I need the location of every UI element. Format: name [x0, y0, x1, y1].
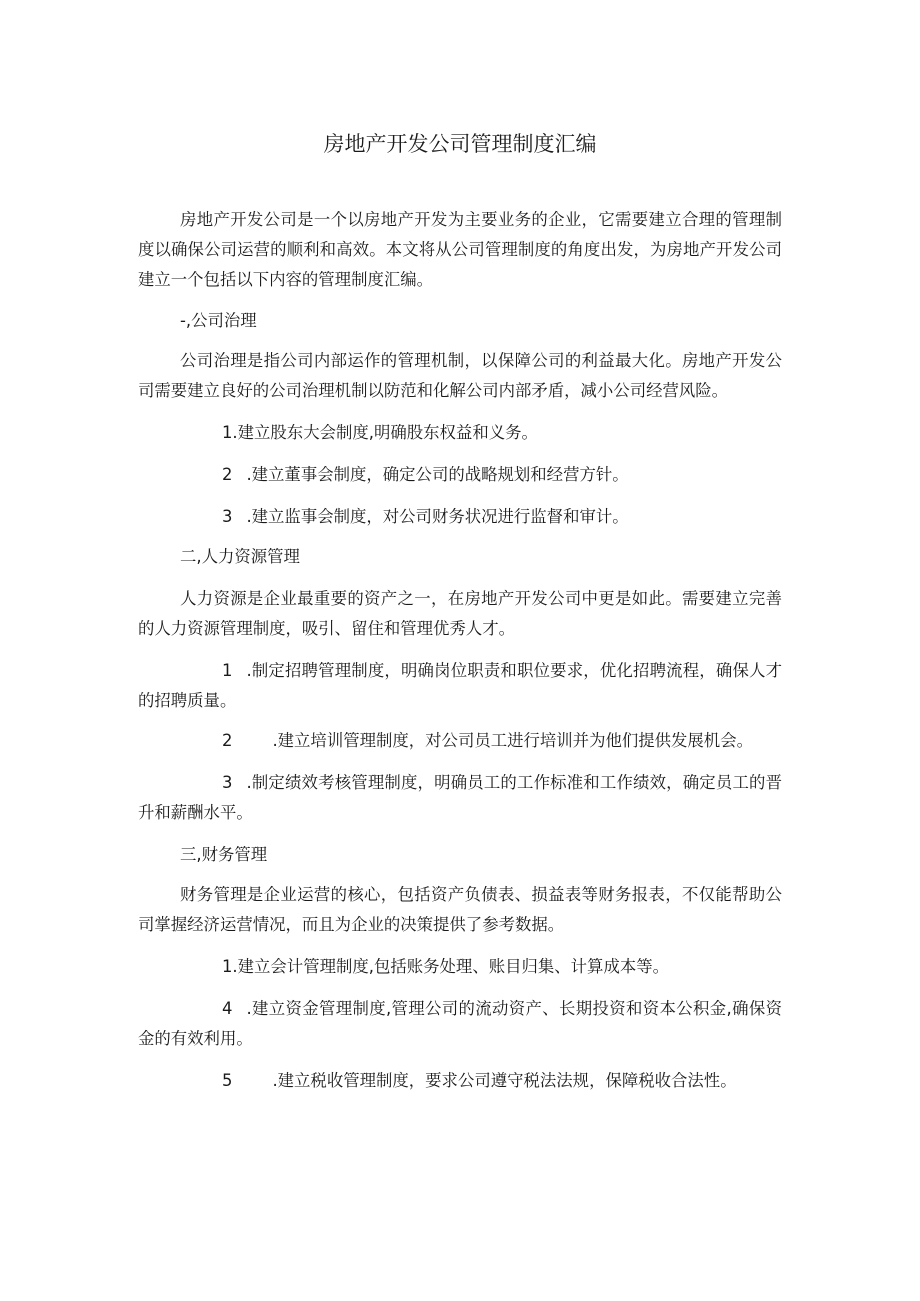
list-item-text: .建立培训管理制度，对公司员工进行培训并为他们提供发展机会。	[272, 731, 753, 750]
list-item-number: 5	[222, 1071, 233, 1090]
list-item	[138, 1066, 782, 1096]
list-item	[138, 418, 782, 448]
list-item-number: 1	[222, 661, 233, 680]
list-item	[138, 726, 782, 756]
list-item	[138, 994, 782, 1054]
section-body-hr: 人力资源是企业最重要的资产之一，在房地产开发公司中更是如此。需要建立完善的人力资源管理制度，吸引、留住和管理优秀人才。	[138, 589, 782, 638]
section-heading-governance: -,公司治理	[180, 311, 257, 330]
list-item-number: 2	[222, 465, 233, 484]
list-item-number: 1.	[222, 423, 238, 442]
list-item-text: .建立税收管理制度，要求公司遵守税法法规，保障税收合法性。	[272, 1071, 737, 1090]
list-item	[138, 460, 782, 490]
list-item	[138, 656, 782, 716]
list-item-text: 建立股东大会制度,明确股东权益和义务。	[237, 423, 538, 442]
section-body-governance: 公司治理是指公司内部运作的管理机制，以保障公司的利益最大化。房地产开发公司需要建立良好的公司治理机制以防范和化解公司内部矛盾，减小公司经营风险。	[138, 351, 782, 400]
list-item-number: 4	[222, 999, 233, 1018]
list-item-text: .建立监事会制度，对公司财务状况进行监督和审计。	[246, 507, 629, 526]
list-item-text: .建立资金管理制度,管理公司的流动资产、长期投资和资本公积金,确保资金的有效利用。	[138, 999, 782, 1048]
list-item-text: .制定招聘管理制度，明确岗位职责和职位要求，优化招聘流程，确保人才的招聘质量。	[138, 661, 782, 710]
list-item-text: 建立会计管理制度,包括账务处理、账目归集、计算成本等。	[237, 957, 670, 976]
list-item	[138, 502, 782, 532]
list-item-text: .建立董事会制度，确定公司的战略规划和经营方针。	[246, 465, 629, 484]
list-item-number: 1.	[222, 957, 238, 976]
list-item	[138, 952, 782, 982]
list-item-number: 2	[222, 731, 233, 750]
list-item	[138, 768, 782, 828]
list-item-number: 3	[222, 773, 233, 792]
section-body-finance: 财务管理是企业运营的核心，包括资产负债表、损益表等财务报表，不仅能帮助公司掌握经济运营情况，而且为企业的决策提供了参考数据。	[138, 885, 782, 934]
document-title: 房地产开发公司管理制度汇编	[323, 132, 597, 156]
intro-paragraph: 房地产开发公司是一个以房地产开发为主要业务的企业，它需要建立合理的管理制度以确保公司运营的顺利和高效。本文将从公司管理制度的角度出发，为房地产开发公司建立一个包括以下内容的管理制度汇编。	[138, 210, 782, 289]
section-heading-hr: 二,人力资源管理	[180, 547, 300, 566]
list-item-number: 3	[222, 507, 233, 526]
list-item-text: .制定绩效考核管理制度，明确员工的工作标准和工作绩效，确定员工的晋升和薪酬水平。	[138, 773, 782, 822]
section-heading-finance: 三,财务管理	[180, 845, 268, 864]
